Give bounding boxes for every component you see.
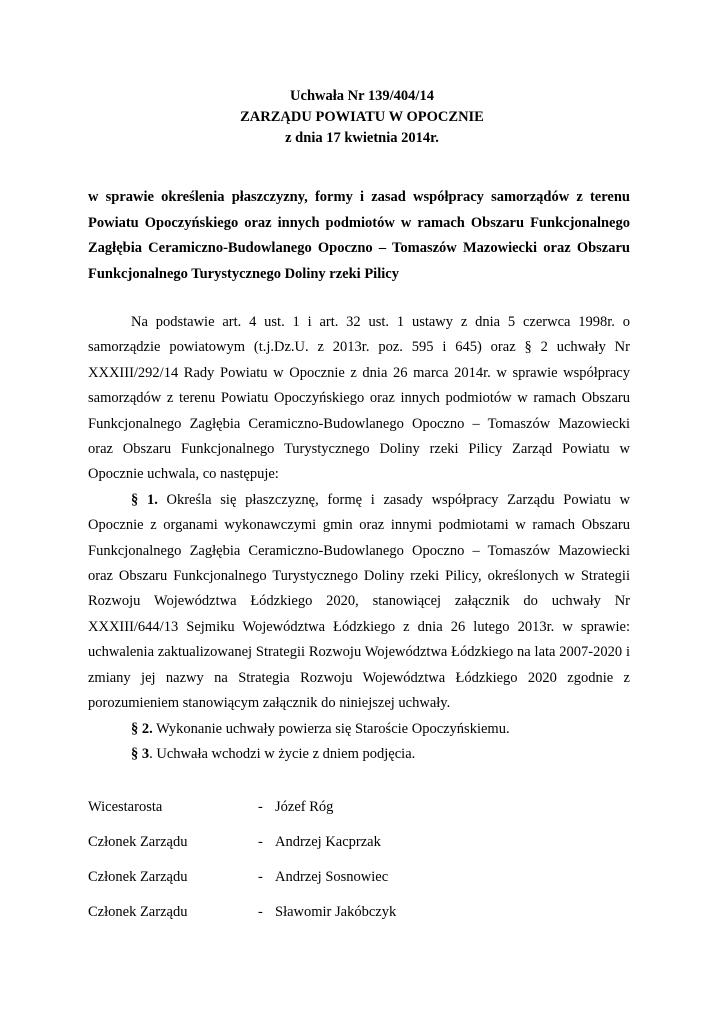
signature-row	[88, 902, 630, 937]
signatory-name: Sławomir Jakóbczyk	[275, 904, 397, 920]
signatory-role: Członek Zarządu	[88, 834, 188, 850]
resolution-header	[0, 86, 724, 149]
signatory-dash: -	[258, 904, 263, 920]
resolution-subject: w sprawie określenia płaszczyzny, formy i zasad współpracy samorządów z terenu Powiatu Opoczyńskiego oraz innych podmiotów w ramach Obszaru Funkcjonalnego Zagłębia Ceramiczno-Budowlanego Opoczno – Tomaszów Mazowiecki oraz Obszaru Funkcjonalnego Turystycznego Doliny rzeki Pilicy	[88, 189, 630, 282]
signatory-dash: -	[258, 799, 263, 815]
signatory-name: Andrzej Kacprzak	[275, 834, 381, 850]
signature-row	[88, 832, 630, 867]
signature-list	[88, 797, 630, 937]
resolution-body	[88, 310, 630, 767]
section-2-label: § 2.	[131, 720, 153, 737]
signature-row	[88, 867, 630, 902]
signatory-dash: -	[258, 834, 263, 850]
section-2-paragraph	[88, 717, 630, 742]
section-3-label: § 3	[131, 745, 150, 762]
signatory-dash: -	[258, 869, 263, 885]
signature-row	[88, 797, 630, 832]
section-1-paragraph	[88, 488, 630, 717]
section-3-text: . Uchwała wchodzi w życie z dniem podjęcia.	[149, 745, 416, 762]
section-3-paragraph	[88, 742, 630, 767]
signatory-role: Członek Zarządu	[88, 904, 188, 920]
signatory-role: Wicestarosta	[88, 799, 163, 815]
resolution-number: Uchwała Nr 139/404/14	[290, 88, 434, 104]
section-1-text: Określa się płaszczyznę, formę i zasady współpracy Zarządu Powiatu w Opocznie z organami wykonawczymi gmin oraz innymi podmiotami w ramach Obszaru Funkcjonalnego Zagłębia Ceramiczno-Budowlanego Opoczno – Tomaszów Mazowiecki oraz Obszaru Funkcjonalnego Turystycznego Doliny rzeki Pilicy, określonych w Strategii Rozwoju Województwa Łódzkiego 2020, stanowiącej załącznik do uchwały Nr XXXIII/644/13 Sejmiku Województwa Łódzkiego z dnia 26 lutego 2013r. w sprawie: uchwalenia zaktualizowanej Strategii Rozwoju Województwa Łódzkiego na lata 2007-2020 i zmiany jej nazwy na Strategia Rozwoju Województwa Łódzkiego 2020 zgodnie z porozumieniem stanowiącym załącznik do niniejszej uchwały.	[88, 491, 630, 712]
section-1-label: § 1.	[131, 491, 158, 508]
preamble-paragraph: Na podstawie art. 4 ust. 1 i art. 32 ust. 1 ustawy z dnia 5 czerwca 1998r. o samorządzie powiatowym (t.j.Dz.U. z 2013r. poz. 595 i 645) oraz § 2 uchwały Nr XXXIII/292/14 Rady Powiatu w Opocznie z dnia 26 marca 2014r. w sprawie współpracy samorządów z terenu Powiatu Opoczyńskiego oraz innych podmiotów w ramach Obszaru Funkcjonalnego Zagłębia Ceramiczno-Budowlanego Opoczno – Tomaszów Mazowiecki oraz Obszaru Funkcjonalnego Turystycznego Doliny rzeki Pilicy Zarząd Powiatu w Opocznie uchwala, co następuje:	[88, 314, 630, 483]
signatory-role: Członek Zarządu	[88, 869, 188, 885]
resolution-date: z dnia 17 kwietnia 2014r.	[285, 130, 439, 146]
signatory-name: Andrzej Sosnowiec	[275, 869, 389, 885]
section-2-text: Wykonanie uchwały powierza się Staroście Opoczyńskiemu.	[152, 720, 510, 737]
issuing-body: ZARZĄDU POWIATU W OPOCZNIE	[240, 109, 484, 125]
signatory-name: Józef Róg	[275, 799, 334, 815]
